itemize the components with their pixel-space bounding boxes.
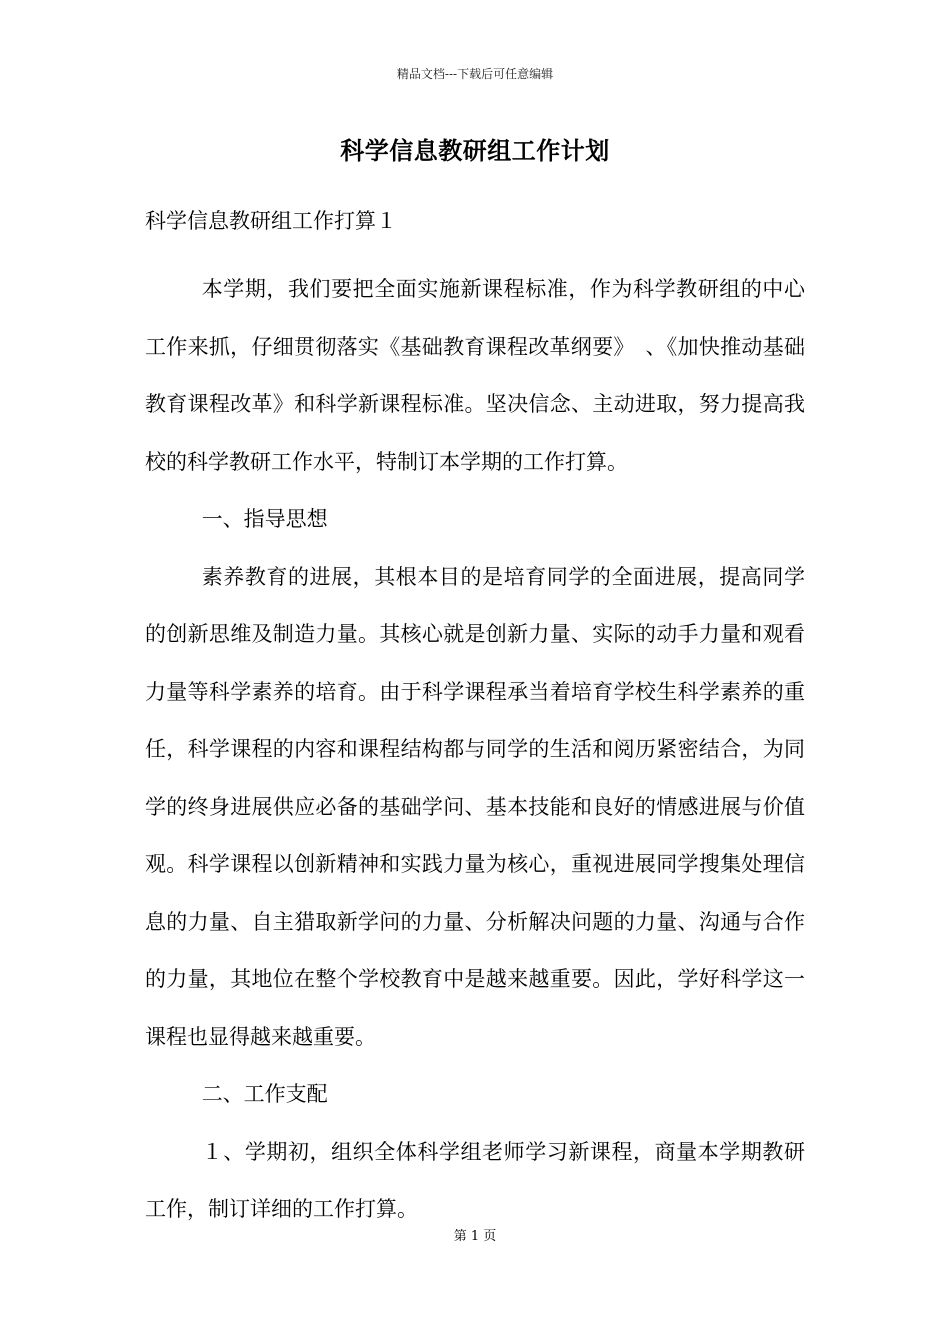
document-subtitle: 科学信息教研组工作打算１ [145,209,397,233]
paragraph-guiding-ideology: 素养教育的进展，其根本目的是培育同学的全面进展，提高同学的创新思维及制造力量。其核心就是创新力量、实际的动手力量和观看力量等科学素养的培育。由于科学课程承当着培育学校生科学素养的重任，科学课程的内容和课程结构都与同学的生活和阅历紧密结合，为同学的终身进展供应必备的基础学问、基本技能和良好的情感进展与价值观。科学课程以创新精神和实践力量为核心，重视进展同学搜集处理信息的力量、自主猎取新学问的力量、分析解决问题的力量、沟通与合作的力量，其地位在整个学校教育中是越来越重要。因此，学好科学这一课程也显得越来越重要。 [145,564,805,1049]
section-heading-work-arrangement: 二、工作支配 [201,1082,328,1106]
paragraph-work-item-1: １、学期初，组织全体科学组老师学习新课程，商量本学期教研工作，制订详细的工作打算。 [145,1139,805,1221]
document-body [145,261,805,1239]
document-title: 科学信息教研组工作计划 [340,136,610,165]
paragraph-intro: 本学期，我们要把全面实施新课程标准，作为科学教研组的中心工作来抓，仔细贯彻落实《基础教育课程改革纲要》 、《加快推动基础教育课程改革》和科学新课程标准。坚决信念、主动进取，努力提高我校的科学教研工作水平，特制订本学期的工作打算。 [145,277,805,474]
section-heading-guiding-ideology: 一、指导思想 [201,507,328,531]
page-number: 第 1 页 [453,1229,497,1244]
header-note: 精品文档---下载后可任意编辑 [396,67,554,81]
